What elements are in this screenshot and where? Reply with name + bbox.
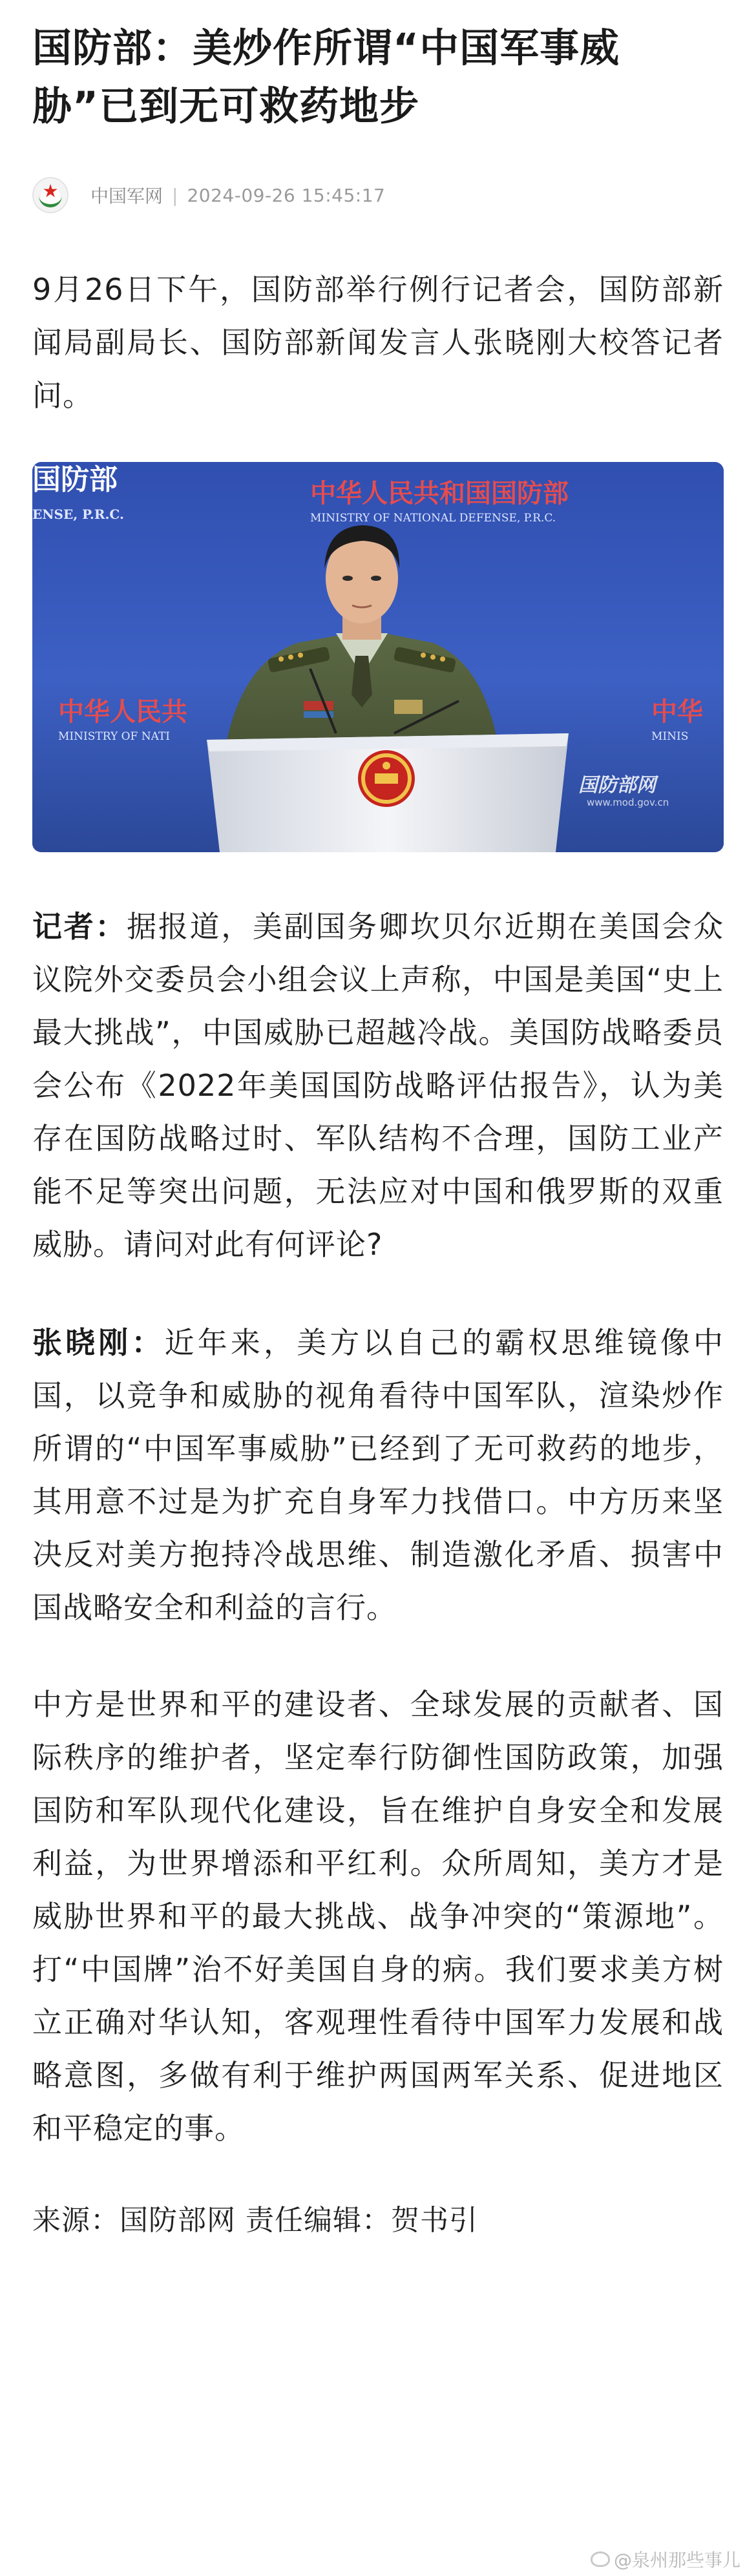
banner-right-mid-en: MINIS [651,730,689,743]
source-link[interactable]: 中国军网 [90,185,163,207]
china-military-net-logo-icon[interactable]: ★ [32,177,68,213]
meta-separator: | [172,184,178,206]
watermark-text: @泉州那些事儿 [613,2550,740,2571]
body-paragraph: 中方是世界和平的建设者、全球发展的贡献者、国际秩序的维护者，坚定奉行防御性国防政策，加强国防和军队现代化建设，旨在维护自身安全和发展利益，为世界增添和平红利。众所周知，美方才是威胁世界和平的最大挑战、战争冲突的“策源地”。打“中国牌”治不好美国自身的病。我们要求美方树立正确对华认知，客观理性看待中国军力发展和战略意图，多做有利于维护两国两军关系、促进地区和平稳定的事。 [32,1687,724,2146]
question-paragraph [32,900,724,1271]
weibo-watermark [591,2546,740,2572]
answer-paragraph [32,1316,724,1634]
intro-paragraph: 9月26日下午，国防部举行例行记者会，国防部新闻局副局长、国防部新闻发言人张晓刚大校答记者问。 [32,272,724,413]
answer-text: 近年来，美方以自己的霸权思维镜像中国，以竞争和威胁的视角看待中国军队，渲染炒作所谓的“中国军事威胁”已经到了无可救药的地步，其用意不过是为扩充自身军力找借口。中方历来坚决反对美方抱持冷战思维、制造激化矛盾、损害中国战略安全和利益的言行。 [32,1325,724,1625]
banner-left-en: ENSE, P.R.C. [32,507,124,522]
banner-right-mid: 中华 [651,697,703,727]
publish-date: 2024-09-26 15:45:17 [187,184,386,206]
question-text: 据报道，美副国务卿坎贝尔近期在美国会众议院外交委员会小组会议上声称，中国是美国“史上最大挑战”，中国威胁已超越冷战。美国防战略委员会公布《2022年美国国防战略评估报告》，认为美存在国防战略过时、军队结构不合理，国防工业产能不足等突出问题，无法应对中国和俄罗斯的双重威胁。请问对此有何评论? [32,909,724,1262]
article-meta [32,176,724,215]
banner-left-mid: 中华人民共 [58,697,187,727]
question-label: 记者： [32,909,127,944]
banner-top-en: MINISTRY OF NATIONAL DEFENSE, P.R.C. [310,512,556,525]
article-content [32,19,724,2246]
banner-left-top: 国防部 [32,463,118,496]
photo-watermark: 国防部网 [578,774,656,797]
weibo-icon [591,2551,610,2567]
article-title: 国防部：美炒作所谓“中国军事威胁”已到无可救药地步 [32,25,620,129]
photo-watermark-url: www.mod.gov.cn [587,797,669,808]
banner-top: 中华人民共和国国防部 [310,479,569,508]
banner-left-mid-en: MINISTRY OF NATI [58,730,171,743]
press-conference-photo[interactable] [32,462,724,852]
article-footer: 来源：国防部网 责任编辑：贺书引 [32,2204,478,2237]
answer-label: 张晓刚： [32,1325,165,1360]
